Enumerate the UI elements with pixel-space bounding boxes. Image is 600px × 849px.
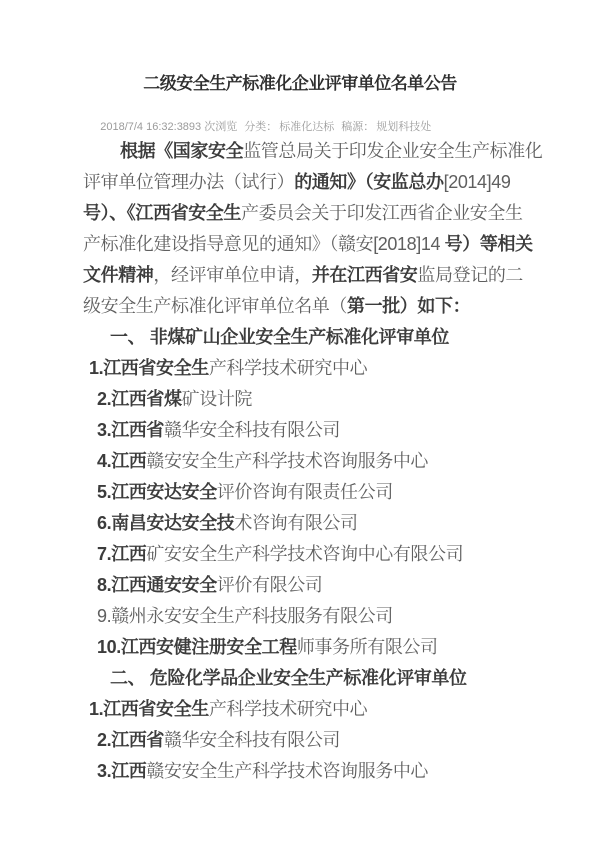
- page-title: 二级安全生产标准化企业评审单位名单公告: [143, 74, 457, 93]
- paragraph-line: [83, 136, 543, 167]
- text-run: 根据《国家安全: [120, 141, 244, 161]
- text-run: 3.江西省: [97, 420, 165, 440]
- list-item: [83, 384, 543, 415]
- text-run: 产科学技术研究中心: [208, 699, 368, 719]
- list-item: [83, 601, 543, 632]
- text-run: 产科学技术研究中心: [208, 358, 368, 378]
- text-run: 二、 危险化学品企业安全生产标准化评审单位: [110, 668, 467, 688]
- text-run: 2.江西省煤: [97, 389, 182, 409]
- text-run: 1.江西省安全生: [89, 699, 209, 719]
- text-run: 7.江西: [97, 544, 147, 564]
- text-run: 8.江西通安安全: [97, 575, 217, 595]
- list-item: [83, 415, 543, 446]
- paragraph-line: [83, 229, 543, 260]
- text-run: [2014]49: [443, 172, 511, 192]
- text-run: ，经评审单位申请，: [153, 265, 312, 285]
- list-item: [83, 725, 543, 756]
- list-item: [83, 508, 543, 539]
- list-item: [83, 632, 543, 663]
- text-run: 矿安安全生产科学技术咨询中心有限公司: [146, 544, 464, 564]
- meta-category-value: 标准化达标: [279, 121, 335, 133]
- meta-datetime-views: 2018/7/4 16:32:3893 次浏览: [100, 121, 238, 133]
- text-run: 号）、《江西省安全生: [83, 203, 241, 223]
- text-run: 一、 非煤矿山企业安全生产标准化评审单位: [110, 327, 449, 347]
- text-run: 第一批）如下：: [347, 296, 471, 316]
- text-run: 监管总局关于印发企业安全生产标准化: [243, 141, 543, 161]
- text-run: 6.南昌安达安全技: [97, 513, 235, 533]
- text-run: 赣华安全科技有限公司: [164, 420, 341, 440]
- meta-source-value: 规划科技处: [376, 121, 432, 133]
- paragraph-line: [83, 167, 543, 198]
- text-run: 10.江西安健注册安全工程: [97, 637, 297, 657]
- text-run: 产标准化建设指导意见的通知》（赣安[2018]14: [83, 234, 445, 254]
- text-run: 产委员会关于印发江西省企业安全生: [241, 203, 523, 223]
- text-run: 1.江西省安全生: [89, 358, 209, 378]
- text-run: 评审单位管理办法（试行）: [83, 172, 295, 192]
- text-run: 赣华安全科技有限公司: [164, 730, 341, 750]
- paragraph-line: [83, 198, 543, 229]
- text-run: 3.江西: [97, 761, 147, 781]
- text-run: 9.赣州永安安全生产科技服务有限公司: [97, 606, 393, 626]
- paragraph-line: [83, 260, 543, 291]
- list-item: [83, 446, 543, 477]
- text-run: 文件精神: [83, 265, 154, 285]
- text-run: 矿设计院: [181, 389, 253, 409]
- text-run: 评价咨询有限责任公司: [216, 482, 393, 502]
- text-run: 赣安安全生产科学技术咨询服务中心: [146, 761, 429, 781]
- list-item: [83, 756, 543, 787]
- text-run: 2.江西省: [97, 730, 165, 750]
- list-item: [83, 539, 543, 570]
- section-heading: [83, 322, 543, 353]
- meta-category-label: 分类：: [244, 121, 278, 133]
- text-run: 评价有限公司: [216, 575, 323, 595]
- article-body: [83, 136, 543, 787]
- list-item: [83, 477, 543, 508]
- section-heading: [83, 663, 543, 694]
- text-run: 的通知》（安监总办: [294, 172, 444, 192]
- text-run: 5.江西安达安全: [97, 482, 217, 502]
- text-run: 术咨询有限公司: [234, 513, 358, 533]
- list-item: [83, 353, 543, 384]
- text-run: 并在江西省安: [311, 265, 418, 285]
- list-item: [83, 694, 543, 725]
- meta-source-label: 稿源：: [341, 121, 375, 133]
- text-run: 师事务所有限公司: [296, 637, 438, 657]
- text-run: 4.江西: [97, 451, 147, 471]
- list-item: [83, 570, 543, 601]
- text-run: 级安全生产标准化评审单位名单（: [83, 296, 347, 316]
- text-run: 监局登记的二: [417, 265, 524, 285]
- paragraph-line: [83, 291, 543, 322]
- text-run: 赣安安全生产科学技术咨询服务中心: [146, 451, 429, 471]
- text-run: 号）等相关: [444, 234, 533, 254]
